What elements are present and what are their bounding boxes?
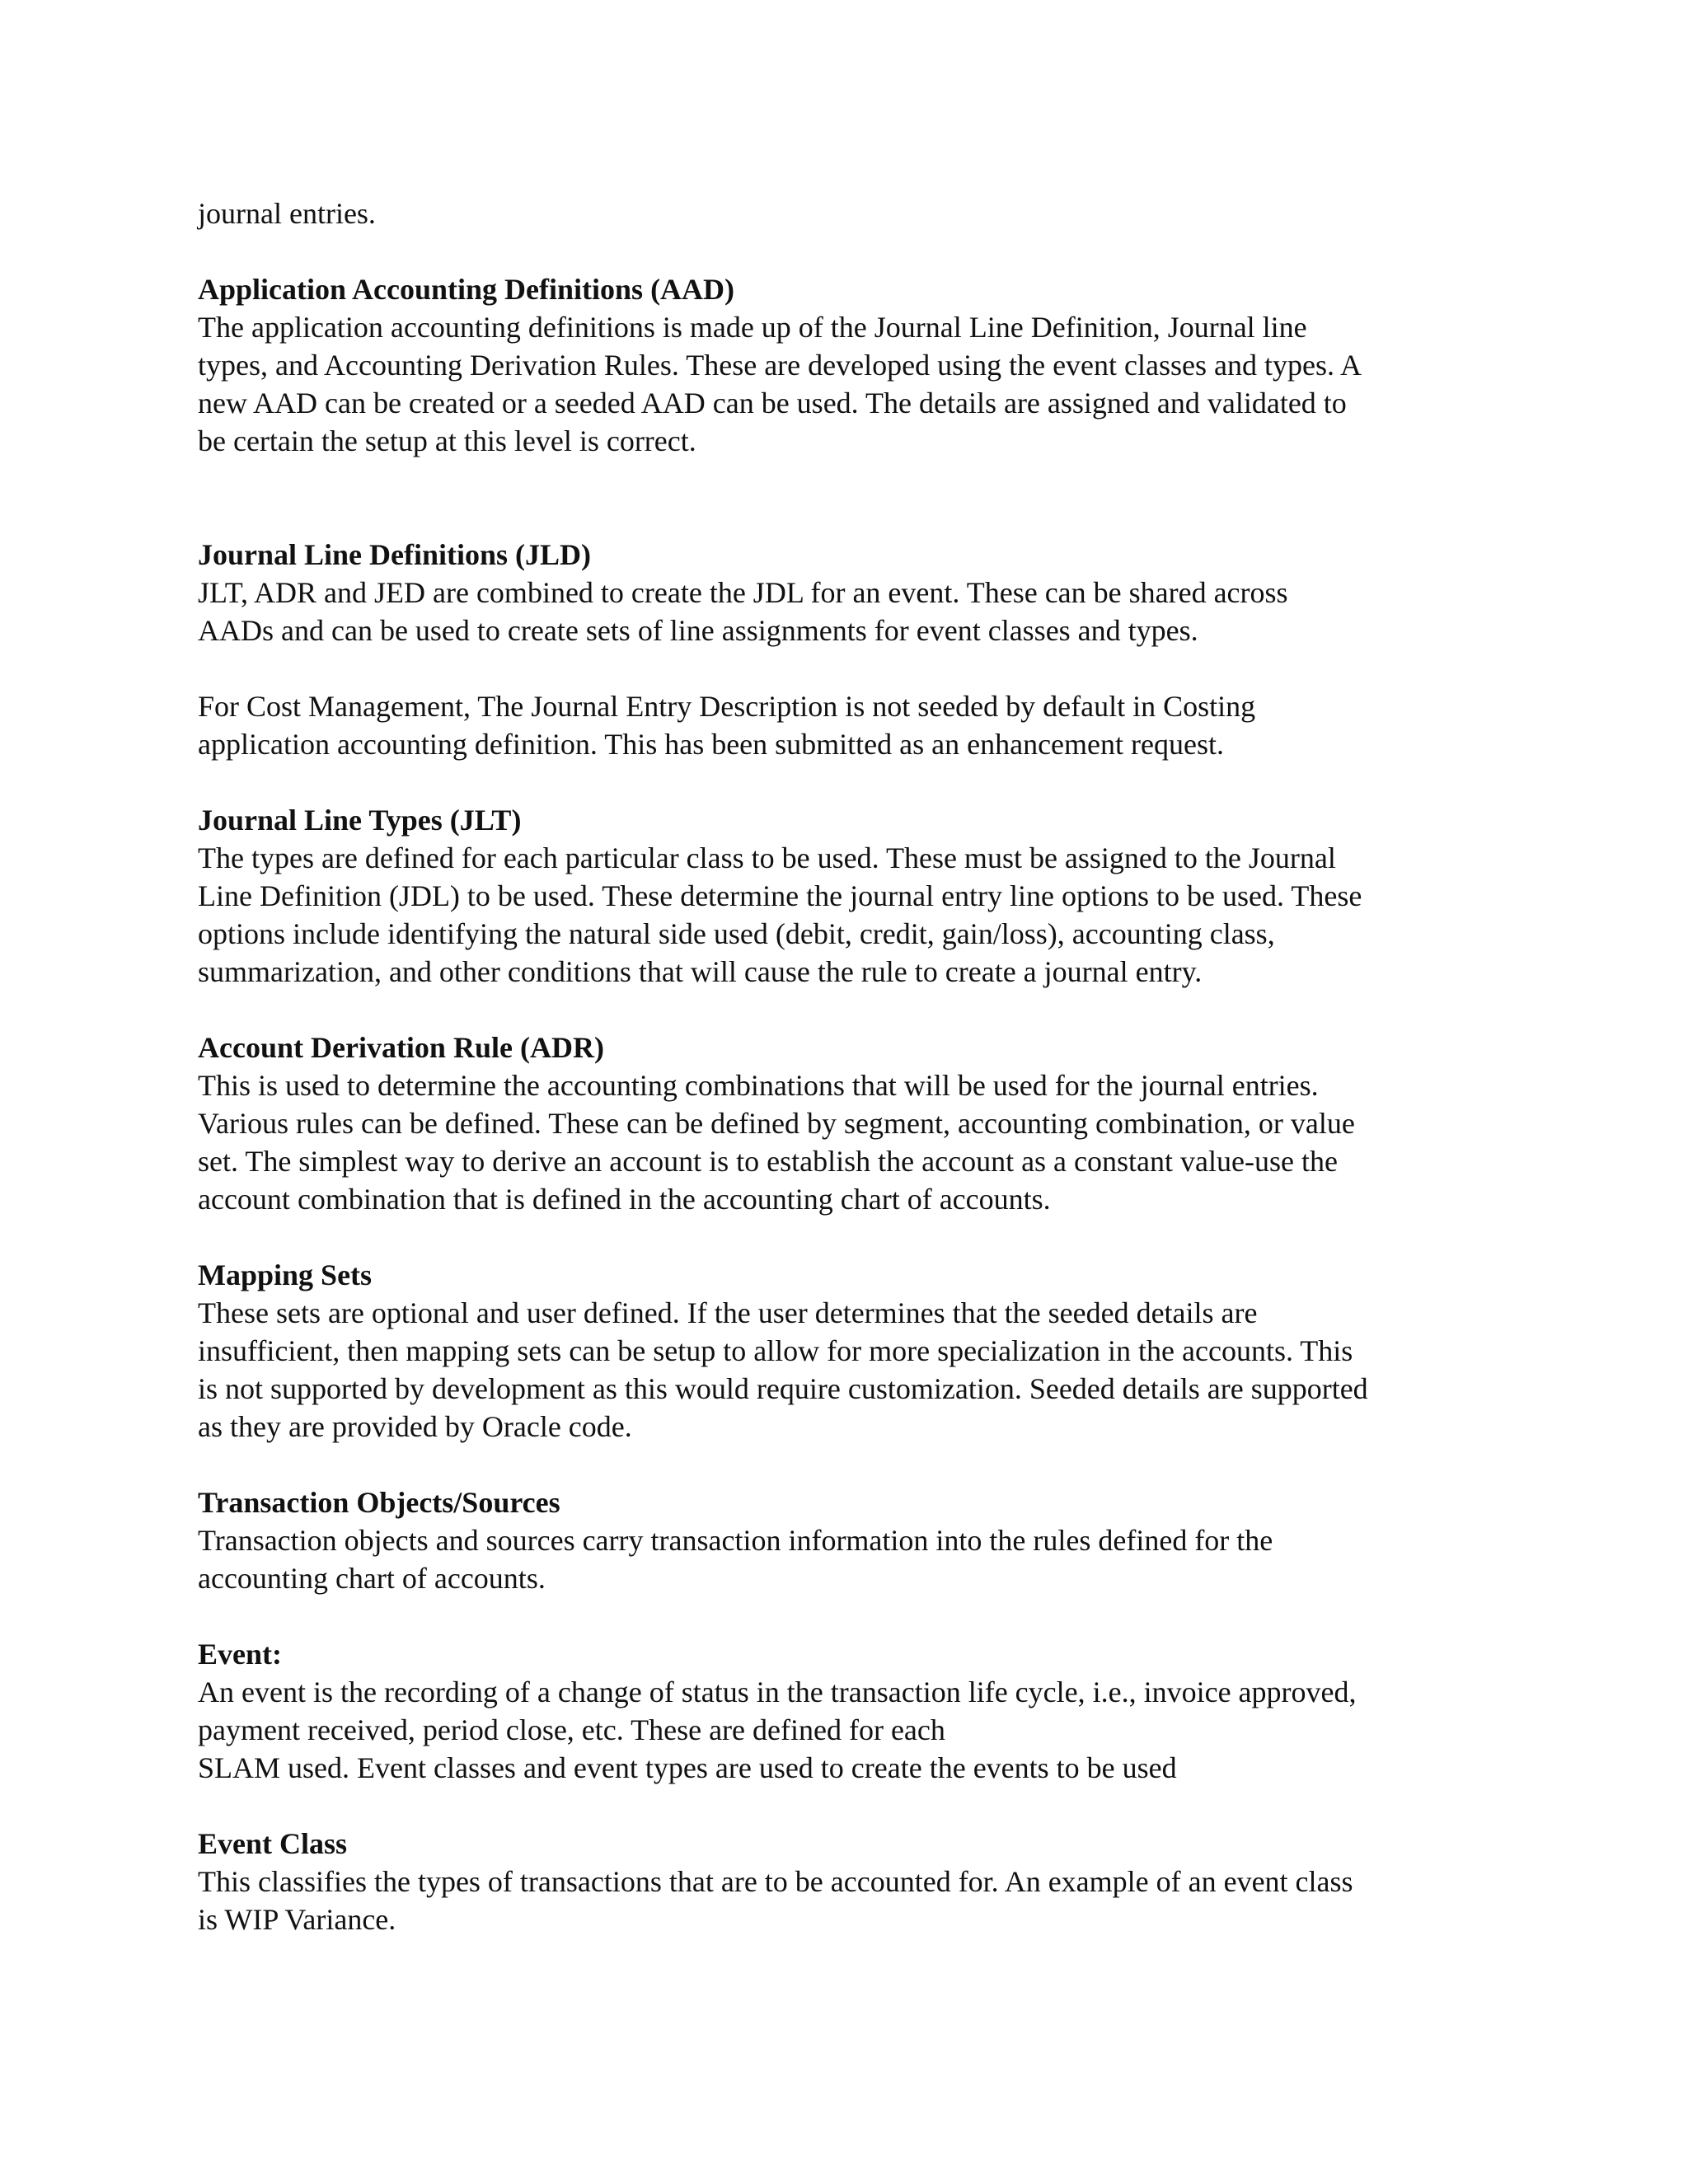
section-heading-aad: Application Accounting Definitions (AAD) xyxy=(198,273,735,306)
paragraph-line: account combination that is defined in the accounting chart of accounts. xyxy=(198,1183,1051,1216)
spacer xyxy=(198,649,1492,687)
paragraph-line: is not supported by development as this would require customization. Seeded details are supported xyxy=(198,1372,1368,1405)
spacer xyxy=(198,1787,1492,1825)
paragraph-line: Transaction objects and sources carry transaction information into the rules defined for the xyxy=(198,1524,1273,1557)
spacer xyxy=(198,1218,1492,1256)
paragraph-line: These sets are optional and user defined. If the user determines that the seeded details are xyxy=(198,1296,1258,1329)
section-heading-transaction-objects: Transaction Objects/Sources xyxy=(198,1486,560,1519)
paragraph-line: set. The simplest way to derive an account is to establish the account as a constant value-use the xyxy=(198,1145,1338,1178)
paragraph-line: This classifies the types of transactions that are to be accounted for. An example of an event class xyxy=(198,1865,1353,1898)
spacer xyxy=(198,1597,1492,1635)
paragraph-line: be certain the setup at this level is correct. xyxy=(198,424,696,457)
paragraph-line: SLAM used. Event classes and event types are used to create the events to be used xyxy=(198,1751,1177,1784)
section-heading-jlt: Journal Line Types (JLT) xyxy=(198,804,522,837)
paragraph-line: For Cost Management, The Journal Entry Description is not seeded by default in Costing xyxy=(198,690,1256,723)
paragraph-line: insufficient, then mapping sets can be setup to allow for more specialization in the accounts. This xyxy=(198,1334,1353,1367)
paragraph-line: AADs and can be used to create sets of line assignments for event classes and types. xyxy=(198,614,1198,647)
paragraph-line: options include identifying the natural side used (debit, credit, gain/loss), accounting class, xyxy=(198,917,1275,950)
document-page xyxy=(198,194,1492,1938)
paragraph-line: as they are provided by Oracle code. xyxy=(198,1410,632,1443)
paragraph-line: Various rules can be defined. These can be defined by segment, accounting combination, or value xyxy=(198,1107,1355,1140)
section-heading-event-class: Event Class xyxy=(198,1827,348,1860)
paragraph-line: new AAD can be created or a seeded AAD can be used. The details are assigned and validated to xyxy=(198,387,1347,419)
section-heading-adr: Account Derivation Rule (ADR) xyxy=(198,1031,604,1064)
paragraph-line: The application accounting definitions is made up of the Journal Line Definition, Journal line xyxy=(198,311,1307,344)
paragraph-line: summarization, and other conditions that will cause the rule to create a journal entry. xyxy=(198,955,1203,988)
paragraph-line: payment received, period close, etc. These are defined for each xyxy=(198,1713,945,1746)
section-heading-jld: Journal Line Definitions (JLD) xyxy=(198,538,592,571)
paragraph-line: Line Definition (JDL) to be used. These determine the journal entry line options to be used. These xyxy=(198,879,1362,912)
spacer xyxy=(198,232,1492,270)
paragraph-line: is WIP Variance. xyxy=(198,1903,396,1936)
spacer xyxy=(198,1446,1492,1483)
paragraph-line: The types are defined for each particular class to be used. These must be assigned to the Journal xyxy=(198,841,1336,874)
paragraph-line: types, and Accounting Derivation Rules. These are developed using the event classes and types. A xyxy=(198,349,1362,382)
spacer xyxy=(198,763,1492,801)
paragraph-line: JLT, ADR and JED are combined to create the JDL for an event. These can be shared across xyxy=(198,576,1288,609)
spacer xyxy=(198,991,1492,1029)
paragraph-line: accounting chart of accounts. xyxy=(198,1562,546,1595)
paragraph-line: An event is the recording of a change of status in the transaction life cycle, i.e., invoice approved, xyxy=(198,1675,1357,1708)
intro-text: journal entries. xyxy=(198,197,376,230)
paragraph-line: application accounting definition. This has been submitted as an enhancement request. xyxy=(198,728,1224,761)
paragraph-line: This is used to determine the accounting combinations that will be used for the journal entries. xyxy=(198,1069,1319,1102)
section-heading-mapping-sets: Mapping Sets xyxy=(198,1258,373,1291)
section-heading-event: Event: xyxy=(198,1638,282,1671)
spacer xyxy=(198,460,1492,536)
